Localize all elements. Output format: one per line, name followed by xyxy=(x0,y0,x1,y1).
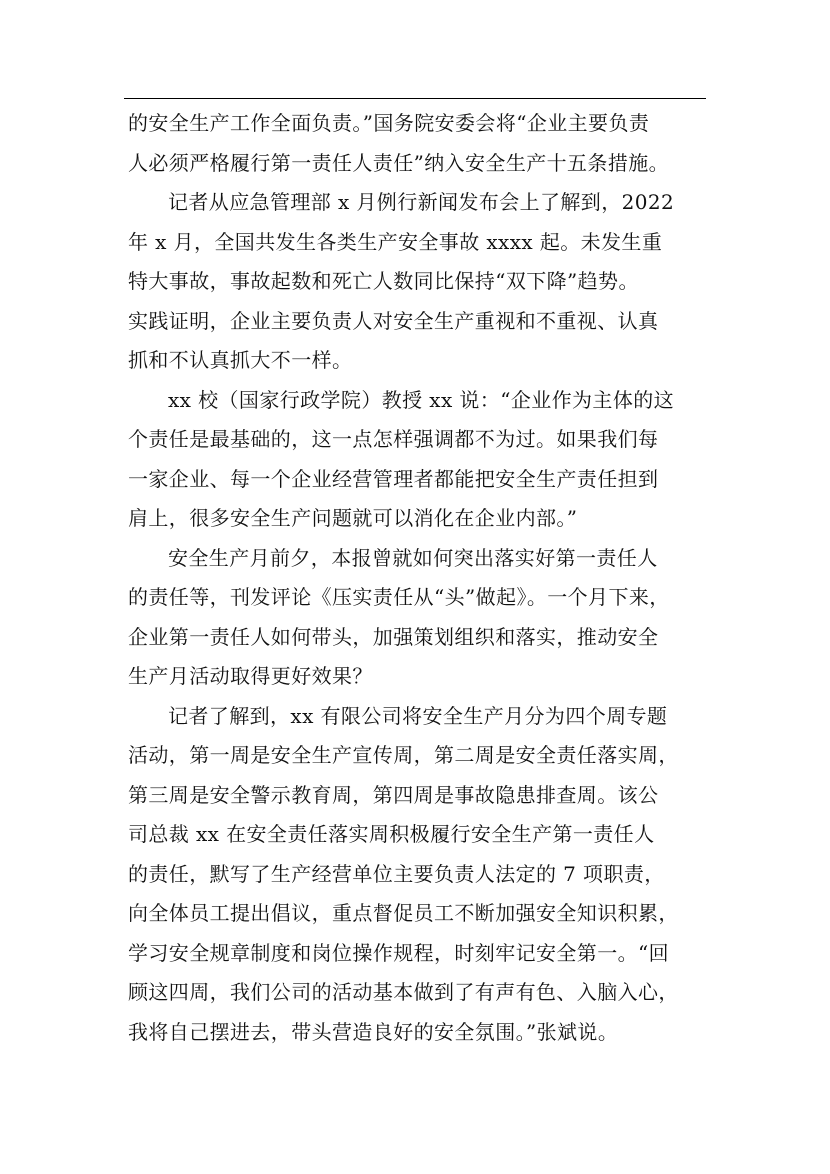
text-line: 我将自己摆进去，带头营造良好的安全氛围。”张斌说。 xyxy=(128,1019,619,1044)
text-line: 生产月活动取得更好效果？ xyxy=(128,664,373,688)
text-line: 人必须严格履行第一责任人责任”纳入安全生产十五条措施。 xyxy=(128,150,670,175)
text-line: 的安全生产工作全面负责。”国务院安委会将“企业主要负责 xyxy=(128,111,650,135)
text-line: 个责任是最基础的，这一点怎样强调都不为过。如果我们每 xyxy=(128,427,659,451)
text-line: 学习安全规章制度和岗位操作规程，时刻牢记安全第一。“回 xyxy=(128,940,670,965)
paragraph xyxy=(128,697,708,1053)
text-line: xx 校（国家行政学院）教授 xx 说：“企业作为主体的这 xyxy=(168,387,675,412)
text-line: 实践证明，企业主要负责人对安全生产重视和不重视、认真 xyxy=(128,308,659,333)
text-line: 的责任，默写了生产经营单位主要负责人法定的 7 项职责， xyxy=(128,861,665,886)
text-line: 司总裁 xx 在安全责任落实周积极履行安全生产第一责任人 xyxy=(128,822,655,846)
text-line: 记者从应急管理部 x 月例行新闻发布会上了解到，2022 xyxy=(168,190,675,214)
text-line: 抓和不认真抓大不一样。 xyxy=(128,348,353,372)
text-line: 年 x 月，全国共发生各类生产安全事故 xxxx 起。未发生重 xyxy=(128,229,663,254)
text-line: 向全体员工提出倡议，重点督促员工不断加强安全知识积累， xyxy=(128,901,679,925)
paragraph xyxy=(128,104,708,183)
paragraph xyxy=(128,183,708,381)
text-line: 记者了解到，xx 有限公司将安全生产月分为四个周专题 xyxy=(168,703,668,728)
text-line: 安全生产月前夕，本报曾就如何突出落实好第一责任人 xyxy=(168,545,658,570)
text-line: 肩上，很多安全生产问题就可以消化在企业内部。” xyxy=(128,506,578,530)
paragraph xyxy=(128,381,708,539)
text-line: 第三周是安全警示教育周，第四周是事故隐患排查周。该公 xyxy=(128,782,659,807)
text-line: 活动，第一周是安全生产宣传周，第二周是安全责任落实周， xyxy=(128,743,679,767)
text-line: 企业第一责任人如何带头，加强策划组织和落实，推动安全 xyxy=(128,624,659,649)
text-line: 一家企业、每一个企业经营管理者都能把安全生产责任担到 xyxy=(128,466,659,491)
document-body xyxy=(128,104,708,1052)
text-line: 特大事故，事故起数和死亡人数同比保持“双下降”趋势。 xyxy=(128,269,639,293)
header-rule xyxy=(124,98,706,99)
text-line: 顾这四周，我们公司的活动基本做到了有声有色、入脑入心， xyxy=(128,980,679,1004)
text-line: 的责任等，刊发评论《压实责任从“头”做起》。一个月下来， xyxy=(128,585,670,609)
paragraph xyxy=(128,539,708,697)
